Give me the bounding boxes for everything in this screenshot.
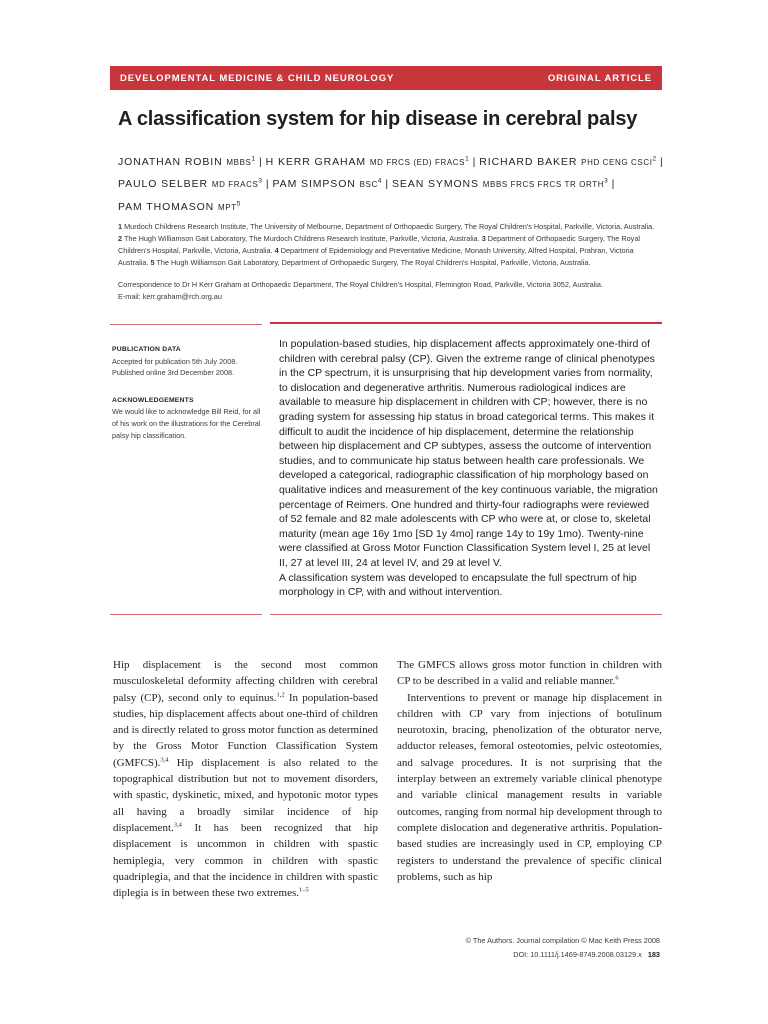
author: PAM SIMPSON BSC$^4$ xyxy=(272,177,383,190)
divider xyxy=(270,614,662,615)
author: PAULO SELBER MD FRACS$^3$ xyxy=(118,177,263,190)
divider xyxy=(110,614,262,615)
affiliations: 1 Murdoch Childrens Research Institute, The University of Melbourne, Department of Orthopaedic Surgery, The Royal Children's Hospital, Parkville, Victoria, Australia. 2 The Hugh Williamson Gait Laboratory, The Murdoch Childrens Research Institute, Parkville, Victoria, Australia. 3 Department of Orthopaedic Surgery, The Royal Children's Hospital, Parkville, Victoria, Australia. 4 Department of Epidemiology and Preventative Medicine, Monash University, Alfred Hospital, Prahran, Victoria Australia. 5 The Hugh Williamson Gait Laboratory, Department of Orthopaedic Surgery, The Royal Children's Hospital, Parkville, Victoria, Australia. xyxy=(118,222,655,267)
abstract-paragraph: In population-based studies, hip displacement affects approximately one-third of children with cerebral palsy (CP). Given the extreme range of clinical phenotypes in the CP spectrum, it is unsurprising that hip development varies from normality, to dislocation and degenerative arthritis. Numerous radiological indices are available to measure hip displacement in children with CP; however, there is no grading system for assessing hip status in broad categorical terms. This makes it difficult to audit the incidence of hip displacement, determine the relationship between hip displacement and CP subtypes, assess the outcome of intervention studies, and to communicate hip status between health care professionals. We developed a categorical, radiographic classification of hip morphology based on qualitative indices and measurement of the key continuous variable, the migration percentage of Reimers. One hundred and thirty-four radiographs were reviewed of 52 female and 82 male adolescents with CP who were at, or close to, skeletal maturity (mean age 16y 1mo [SD 1y 4mo] range 14y to 19y 1mo). Twenty-nine were classified at Gross Motor Function Classification System level I, 25 at level II, 27 at level III, 24 at level IV, and 29 at level V. xyxy=(279,338,658,569)
article-type: ORIGINAL ARTICLE xyxy=(547,72,652,84)
doi: DOI: 10.1111/j.1469-8749.2008.03129.x xyxy=(513,950,642,959)
article-title: A classification system for hip disease in cerebral palsy xyxy=(118,108,638,130)
copyright: © The Authors. Journal compilation © Mac Keith Press 2008 xyxy=(465,936,660,945)
body-paragraph: Hip displacement is the second most common musculoskeletal deformity affecting children with cerebral palsy (CP), second only to equinus.$^{1,2}$ In population-based studies, hip displacement affects about one-third of children and is directly related to gross motor function as determined by the Gross Motor Function Classification System (GMFCS).$^{3,4}$ Hip displacement is also related to the topographical distribution but not to movement disorders, with spastic, dyskinetic, mixed, and hypotonic motor types all having a broadly similar incidence of hip displacement.$^{3,4}$ It has been recognized that hip displacement is uncommon in children with spastic hemiplegia, very common in children with spastic quadriplegia, and that the incidence in children with spastic diplegia is in between these two extremes.$^{1-5}$ xyxy=(113,659,378,900)
author: SEAN SYMONS MBBS FRCS FRCS TR ORTH$^3$ xyxy=(392,177,609,190)
body-column-right xyxy=(397,657,662,885)
body-column-left xyxy=(113,657,378,901)
author: JONATHAN ROBIN MBBS$^1$ xyxy=(118,155,256,168)
divider xyxy=(270,322,662,324)
author: H KERR GRAHAM MD FRCS (ED) FRACS$^1$ xyxy=(265,155,470,168)
publication-data-heading: PUBLICATION DATA xyxy=(112,346,181,353)
author: RICHARD BAKER PHD CENG CSCI$^2$ xyxy=(479,155,658,168)
email-link[interactable]: E-mail: kerr.graham@rch.org.au xyxy=(118,292,222,301)
author-list: JONATHAN ROBIN MBBS$^1$ | H KERR GRAHAM MD FRCS (ED) FRACS$^1$ | RICHARD BAKER PHD CENG CSCI$^2$ | PAULO SELBER MD FRACS$^3$ | PAM SIMPSON BSC$^4$ | SEAN SYMONS MBBS FRCS FRCS TR ORTH$^3$ | PAM THOMASON MPT$^5$ xyxy=(118,155,664,213)
page-number: 183 xyxy=(647,950,660,959)
page-footer xyxy=(360,934,660,962)
accepted-date: Accepted for publication 5th July 2008. xyxy=(112,356,238,366)
body-paragraph: Interventions to prevent or manage hip displacement in children with CP vary from injections of botulinum neurotoxin, bracing, phenolization of the obturator nerve, adductor releases, femoral osteotomies, pelvic osteotomies, and salvage procedures. It is not surprising that the interplay between an extremely variable clinical phenotype and variable clinical management results in variable outcomes, ranging from normal hip development through to complete dislocation and degenerative arthritis. Population-based studies are increasingly used in CP, employing CP registers to understand the prevalence of specific clinical problems, such as hip xyxy=(397,691,662,883)
divider xyxy=(110,324,262,325)
abstract-paragraph: A classification system was developed to encapsulate the full spectrum of hip morphology in CP, with and without intervention. xyxy=(279,571,637,599)
published-date: Published online 3rd December 2008. xyxy=(112,368,235,378)
publication-sidebar xyxy=(112,344,262,441)
journal-banner xyxy=(110,66,662,90)
author: PAM THOMASON MPT$^5$ xyxy=(118,200,242,213)
correspondence: Correspondence to Dr H Kerr Graham at Orthopaedic Department, The Royal Children's Hospital, Flemington Road, Parkville, Victoria 3052, Australia. E-mail: kerr.graham@rch.org.au xyxy=(118,279,658,303)
abstract xyxy=(279,337,659,600)
body-paragraph: The GMFCS allows gross motor function in children with CP to be described in a valid and reliable manner.$^6$ xyxy=(397,659,662,688)
acknowledgements-text: We would like to acknowledge Bill Reid, for all of his work on the illustrations for the Cerebral palsy hip classification. xyxy=(112,407,261,440)
journal-name: DEVELOPMENTAL MEDICINE & CHILD NEUROLOGY xyxy=(120,72,395,84)
acknowledgements-heading: ACKNOWLEDGEMENTS xyxy=(112,396,194,404)
